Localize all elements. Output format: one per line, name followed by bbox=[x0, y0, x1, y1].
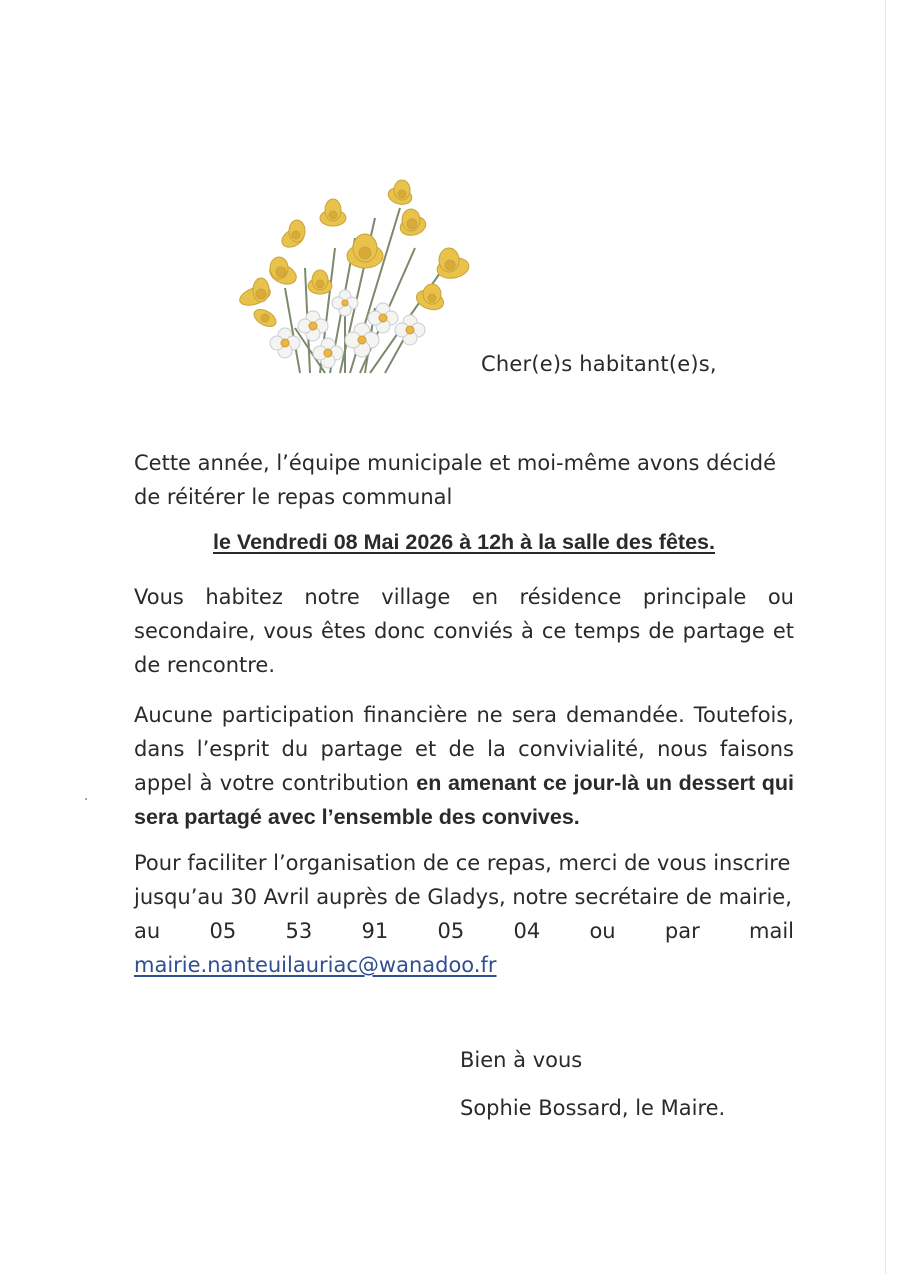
registration-text: Pour faciliter l’organisation de ce repas, merci de vous inscrire jusqu’au 30 Avril auprès de Gladys, notre secrétaire de mairie, bbox=[134, 851, 792, 909]
phone-part: 91 bbox=[361, 919, 389, 943]
intro-paragraph: Cette année, l’équipe municipale et moi-même avons décidé de réitérer le repas communal bbox=[134, 451, 776, 509]
phone-part: 05 bbox=[209, 919, 237, 943]
phone-part: 04 bbox=[513, 919, 541, 943]
contact-word: ou bbox=[589, 919, 616, 943]
greeting: Cher(e)s habitant(e)s, bbox=[481, 352, 717, 376]
invitation-paragraph: Vous habitez notre village en résidence principale ou secondaire, vous êtes donc conviés à ce temps de partage et de rencontre. bbox=[134, 585, 794, 677]
scan-speck bbox=[85, 798, 87, 800]
phone-part: 53 bbox=[285, 919, 313, 943]
contact-word: au bbox=[134, 919, 161, 943]
signature: Sophie Bossard, le Maire. bbox=[460, 1096, 726, 1120]
phone-part: 05 bbox=[437, 919, 465, 943]
registration-paragraph bbox=[134, 846, 794, 982]
daffodil-bouquet-icon bbox=[225, 178, 480, 378]
scan-edge bbox=[885, 0, 886, 1274]
closing-salutation: Bien à vous bbox=[460, 1048, 583, 1072]
contribution-lead: Aucune participation financière ne sera demandée. Toutefois, dans l’esprit du partage et de la convivialité, nous faisons appel à votre contribution bbox=[134, 703, 794, 795]
email-link[interactable]: mairie.nanteuilauriac@wanadoo.fr bbox=[134, 953, 497, 977]
contribution-paragraph bbox=[134, 698, 794, 834]
event-date-line: le Vendredi 08 Mai 2026 à 12h à la salle des fêtes. bbox=[213, 530, 715, 554]
contact-word: par bbox=[664, 919, 700, 943]
contribution-emphasis: en amenant ce jour-là un dessert qui sera partagé avec l’ensemble des convives. bbox=[134, 771, 795, 829]
contact-line bbox=[134, 914, 794, 948]
contact-word: mail bbox=[749, 919, 794, 943]
